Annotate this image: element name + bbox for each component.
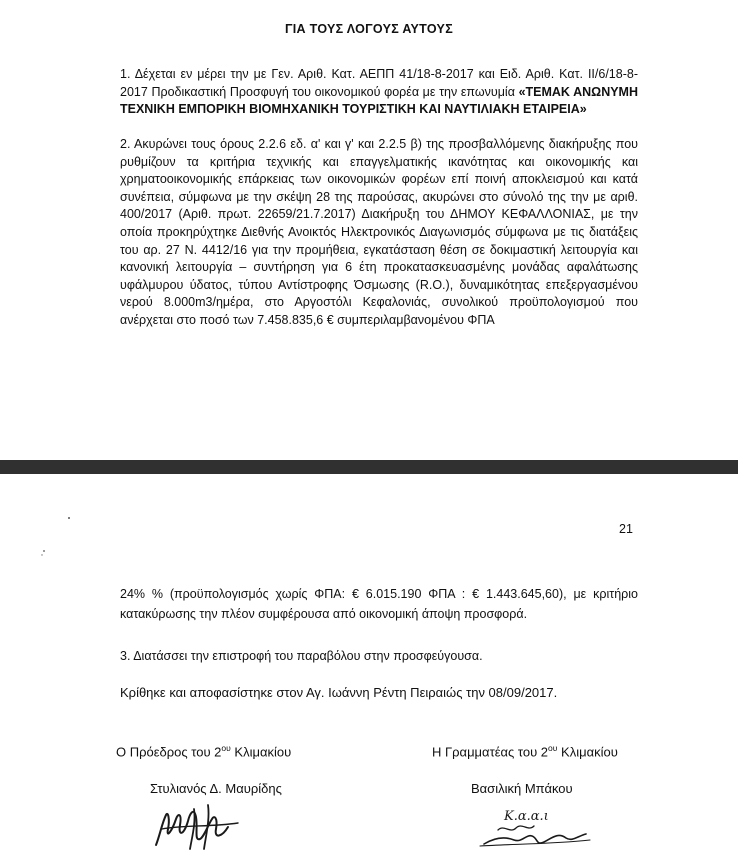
- president-title-sup: ου: [221, 743, 231, 753]
- decision-line: Κρίθηκε και αποφασίστηκε στον Αγ. Ιωάννη Ρέντη Πειραιώς την 08/09/2017.: [120, 685, 558, 700]
- secretary-handwritten-note: Κ.α.α.ι: [504, 809, 549, 824]
- paragraph-2: 2. Ακυρώνει τους όρους 2.2.6 εδ. α' και γ' και 2.2.5 β) της προσβαλλόμενης διακήρυξης που ρυθμίζουν τα κριτήρια τεχνικής και επαγγελματικής ικανότητας και οικονομικής και χρηματοοικονομικής επάρκειας των οικονομικών φορέων επί ποινή αποκλεισμού και κατά συνέπεια, σύμφωνα με την σκέψη 28 της παρούσας, ακυρώνει στο σύνολό της την με αριθ. 400/2017 (Αριθ. πρωτ. 22659/21.7.2017) Διακήρυξη του ΔΗΜΟΥ ΚΕΦΑΛΛΟΝΙΑΣ, με την οποία προκηρύχτηκε Διεθνής Ανοικτός Ηλεκτρονικός Διαγωνισμός σύμφωνα με τις διατάξεις του αρ. 27 Ν. 4412/16 για την προμήθεια, εγκατάσταση θέση σε δοκιμαστική λειτουργία και κανονική λειτουργία – συντήρηση για 6 έτη προκατασκευασμένης μονάδας αφαλάτωσης υφάλμυρου ύδατος, τύπου Αντίστροφης Όσμωσης (R.O.), δυναμικότητας επεξεργασμένου νερού 8.000m3/ημέρα, στο Αργοστόλι Κεφαλονιάς, συνολικού προϋπολογισμού που ανέρχεται στο ποσό των 7.458.835,6 € συμπεριλαμβανομένου ΦΠΑ: [120, 137, 638, 327]
- scan-specks: [0, 474, 80, 594]
- secretary-name: Βασιλική Μπάκου: [471, 781, 573, 796]
- page-separator: [0, 460, 738, 474]
- paragraph-3: 3. Διατάσσει την επιστροφή του παραβόλου στην προσφεύγουσα.: [120, 649, 483, 663]
- page-number: 21: [619, 522, 633, 536]
- paragraph-1: [120, 66, 638, 119]
- president-signature: [142, 795, 262, 850]
- president-title-prefix: Ο Πρόεδρος του 2: [116, 744, 222, 760]
- secretary-title-suffix: Κλιμακίου: [557, 744, 618, 760]
- paragraph-2-continued: 24% % (προϋπολογισμός χωρίς ΦΠΑ: € 6.015.190 ΦΠΑ : € 1.443.645,60), με κριτήριο κατακύρωσης την πλέον συμφέρουσα από οικονομική άποψη προσφορά.: [120, 587, 638, 621]
- president-title: [116, 743, 291, 759]
- president-title-suffix: Κλιμακίου: [230, 744, 292, 760]
- secretary-title-sup: ου: [548, 743, 558, 753]
- company-name: «ΤΕΜΑΚ ΑΝΩΝΥΜΗ ΤΕΧΝΙΚΗ ΕΜΠΟΡΙΚΗ ΒΙΟΜΗΧΑΝΙΚΗ ΤΟΥΡΙΣΤΙΚΗ ΚΑΙ ΝΑΥΤΙΛΙΑΚΗ ΕΤΑΙΡΕΙΑ»: [120, 84, 639, 117]
- section-heading: ΓΙΑ ΤΟΥΣ ΛΟΓΟΥΣ ΑΥΤΟΥΣ: [284, 22, 454, 36]
- paragraph-1-text: 1. Δέχεται εν μέρει την με Γεν. Αριθ. Κατ. ΑΕΠΠ 41/18-8-2017 και Ειδ. Αριθ. Κατ. ΙΙ/6/18-8-2017 Προδικαστική Προσφυγή του οικονομικού φορέα με την επωνυμία: [120, 67, 638, 99]
- secretary-signature: [474, 800, 594, 850]
- secretary-title: [432, 743, 618, 759]
- secretary-title-prefix: Η Γραμματέας του 2: [432, 744, 549, 760]
- president-name: Στυλιανός Δ. Μαυρίδης: [150, 781, 282, 796]
